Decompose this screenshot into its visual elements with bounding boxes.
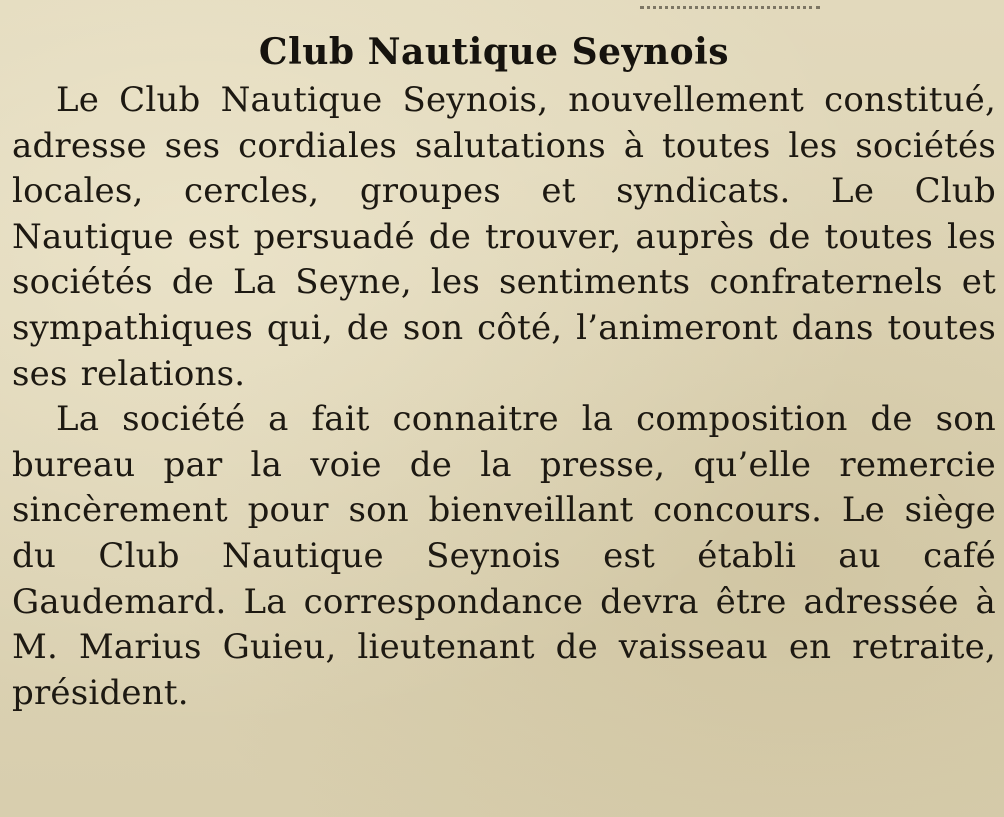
article-paragraph-1: Le Club Nautique Seynois, nouvellement constitué, adresse ses cordiales salutations à toutes les sociétés locales, cercles, groupes et syndicats. Le Club Nautique est persuadé de trouver, auprès de toutes les sociétés de La Seyne, les sentiments confraternels et sympathiques qui, de son côté, l’animeront dans toutes ses relations.: [12, 80, 996, 394]
article-title: Club Nautique Seynois: [258, 31, 730, 73]
cut-off-text-fragment: [640, 0, 820, 9]
article-paragraph-2: La société a fait connaitre la composition de son bureau par la voie de la presse, qu’elle remercie sincèrement pour son bienveillant concours. Le siège du Club Nautique Seynois est établi au café Gaudemard. La correspondance devra être adressée à M. Marius Guieu, lieutenant de vaisseau en retraite, président.: [12, 399, 996, 713]
